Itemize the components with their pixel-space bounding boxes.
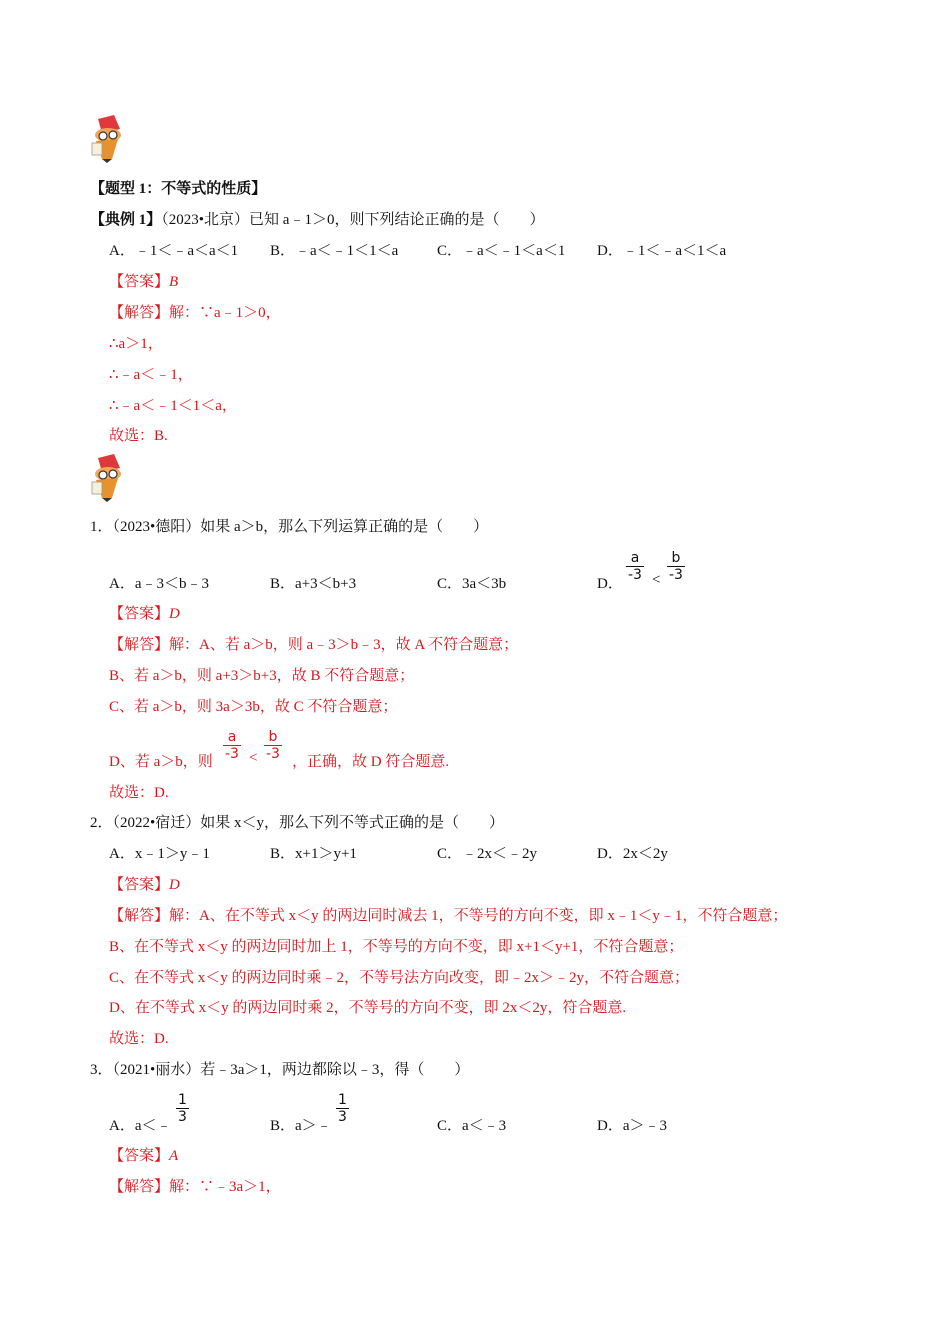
option-d: D．﹣1＜﹣a＜1＜a [597,243,727,259]
solution-line: 【解答】解：∵﹣3a＞1， [109,1179,281,1195]
answer: 【答案】B [109,274,179,290]
option-a: A．a＜﹣ [109,1118,172,1134]
option-b: B．﹣a＜﹣1＜1＜a [270,243,399,259]
pencil-mascot-icon [86,113,128,163]
pencil-mascot-icon [86,452,128,502]
answer: 【答案】D [109,877,180,893]
option-b: B．a+3＜b+3 [270,576,357,592]
fraction: $\frac{1}{3}$ [338,1092,347,1125]
fraction: $\frac{b}{-3}$ [669,550,683,583]
option-c: C．﹣2x＜﹣2y [437,846,538,862]
solution-line: 故选：D. [109,1031,169,1047]
option-c: C．﹣a＜﹣1＜a＜1 [437,243,566,259]
question-3-stem: 3．（2021•丽水）若﹣3a＞1，两边都除以﹣3，得（ ） [90,1062,470,1078]
option-c: C．a＜﹣3 [437,1118,507,1134]
solution-line: C、若 a＞b，则 3a＞3b，故 C 不符合题意； [109,699,398,715]
solution-line: 故选：B. [109,428,168,444]
question-1-stem: 1．（2023•德阳）如果 a＞b，那么下列运算正确的是（ ） [90,519,489,535]
option-b: B．a＞﹣ [270,1118,332,1134]
option-d: D．a＞﹣3 [597,1118,667,1134]
less-than-sign: < [249,750,258,766]
solution-line: 【解答】解：A、若 a＞b，则 a﹣3＞b﹣3，故 A 不符合题意； [109,637,519,653]
solution-line: ∴﹣a＜﹣1， [109,367,193,383]
solution-line: ，正确，故 D 符合题意. [292,754,450,770]
section-title: 【题型 1：不等式的性质】 [90,181,267,197]
solution-line: 【解答】解：A、在不等式 x＜y 的两边同时减去 1，不等号的方向不变，即 x﹣1＜y﹣1，不符合题意； [109,908,788,924]
solution-line: C、在不等式 x＜y 的两边同时乘﹣2，不等号法方向改变，即﹣2x＞﹣2y，不符合题意； [109,970,690,986]
option-b: B．x+1＞y+1 [270,846,357,862]
option-a: A．a﹣3＜b﹣3 [109,576,209,592]
solution-line: B、若 a＞b，则 a+3＞b+3，故 B 不符合题意； [109,668,415,684]
option-a: A．﹣1＜﹣a＜a＜1 [109,243,239,259]
example-stem: 【典例 1】（2023•北京）已知 a﹣1＞0，则下列结论正确的是（ ） [90,212,545,228]
option-d: D．2x＜2y [597,846,668,862]
solution-line: D、在不等式 x＜y 的两边同时乘 2，不等号的方向不变，即 2x＜2y，符合题意. [109,1000,627,1016]
solution-line: 故选：D. [109,785,169,801]
option-a: A．x﹣1＞y﹣1 [109,846,210,862]
solution-line: 【解答】解：∵a﹣1＞0， [109,305,281,321]
example-label: 【典例 1】 [90,212,162,228]
fraction: $\frac{1}{3}$ [178,1092,187,1125]
solution-line: D、若 a＞b，则 [109,754,213,770]
solution-line: ∴a＞1， [109,336,163,352]
question-2-stem: 2．（2022•宿迁）如果 x＜y，那么下列不等式正确的是（ ） [90,815,505,831]
answer: 【答案】A [109,1148,179,1164]
fraction: $\frac{b}{-3}$ [266,729,280,762]
fraction: $\frac{a}{-3}$ [225,729,239,762]
solution-line: ∴﹣a＜﹣1＜1＜a， [109,398,237,414]
answer: 【答案】D [109,606,180,622]
option-c: C．3a＜3b [437,576,507,592]
solution-line: B、在不等式 x＜y 的两边同时加上 1，不等号的方向不变，即 x+1＜y+1，不符合题意； [109,939,684,955]
fraction: $\frac{a}{-3}$ [628,550,642,583]
option-d: D． [597,576,623,592]
less-than-sign: < [652,572,661,588]
